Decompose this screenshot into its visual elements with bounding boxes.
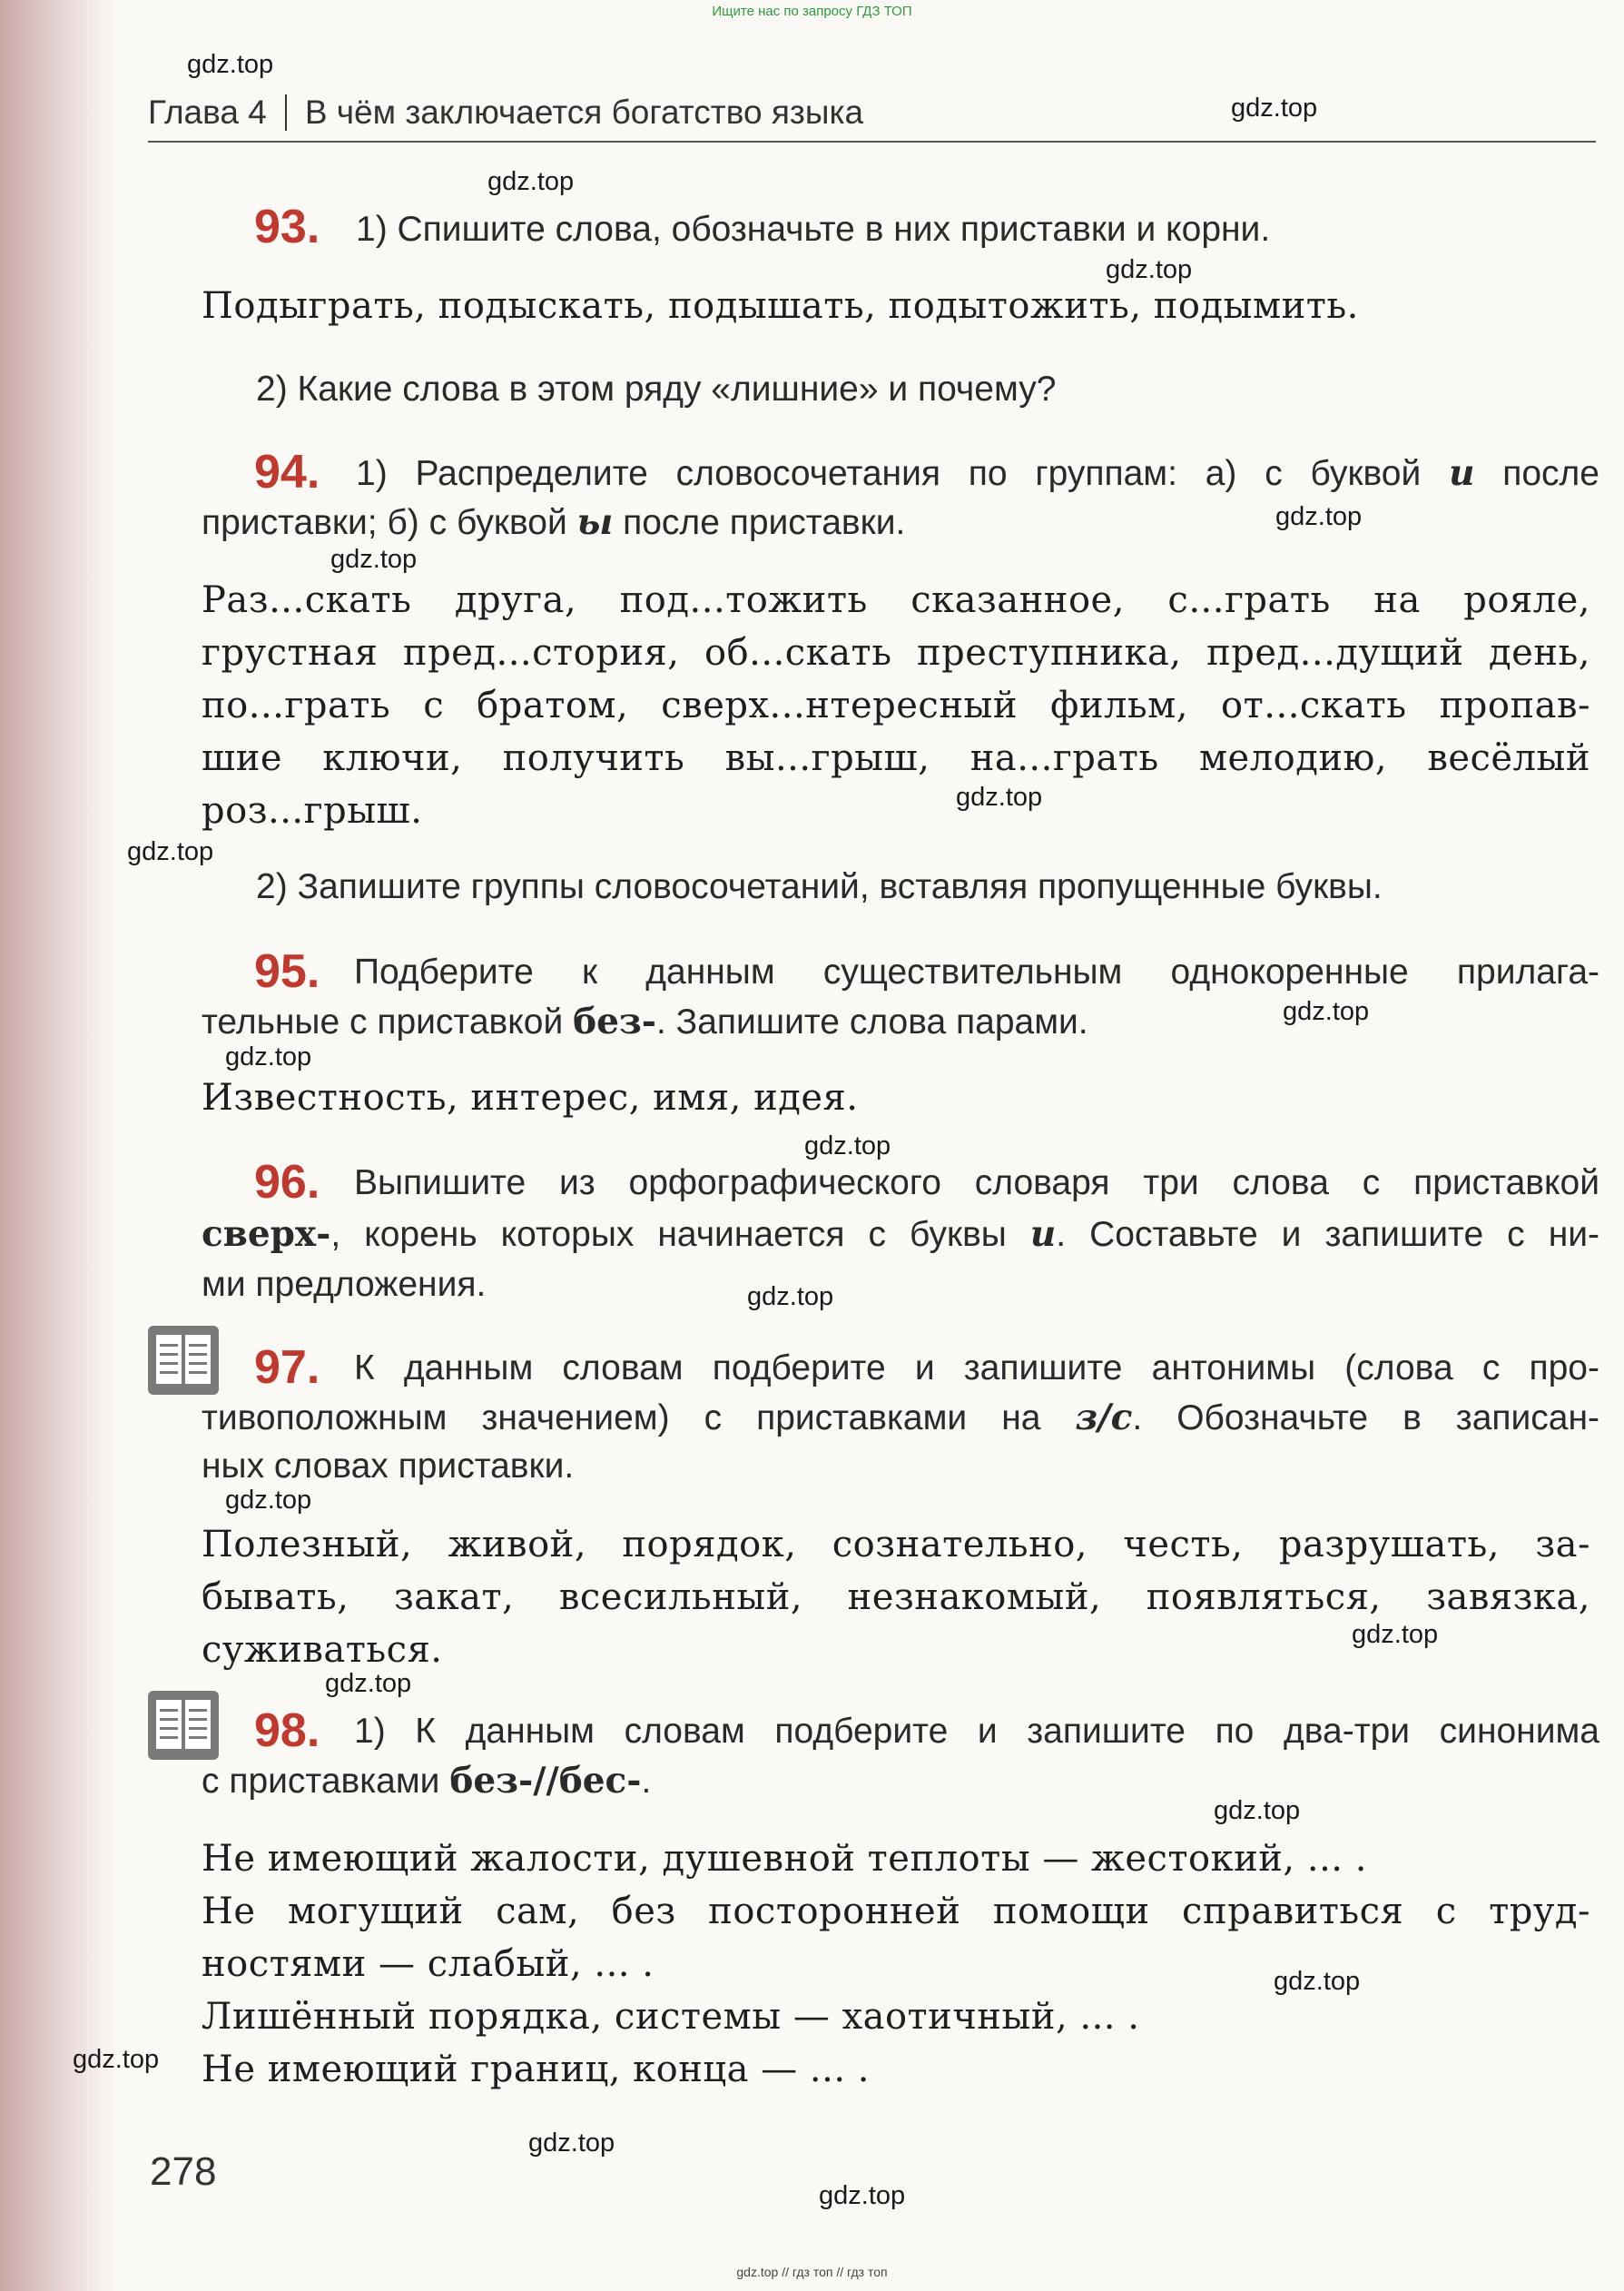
exercise-94-task1-line2 <box>202 498 1599 548</box>
exercise-95-number: 95. <box>254 945 320 998</box>
exercise-97-words <box>202 1518 1590 1676</box>
exercise-95-line1 <box>354 948 1599 997</box>
book-spine-shadow <box>0 0 118 2291</box>
exercise-93-words: Подыграть, подыскать, подышать, подытожить, подымить. <box>202 285 1359 327</box>
bottom-note: gdz.top // гдз топ // гдз топ <box>736 2265 888 2279</box>
synonym-item: ностями — слабый, ... . <box>202 1943 655 1985</box>
header-rule <box>148 141 1596 143</box>
header-divider <box>285 94 287 131</box>
exercise-97-line2-a: тивоположным значением) с приставками на <box>202 1398 1041 1437</box>
watermark: gdz.top <box>528 2128 615 2158</box>
exercise-96-line1-text: Выпишите из орфографического словаря три слова с приставкой <box>354 1163 1599 1202</box>
phrase-line: шие ключи, получить вы...грыш, на...грать мелодию, весёлый <box>202 737 1590 779</box>
exercise-95-prefix: без- <box>573 1001 656 1042</box>
exercise-93-number: 93. <box>254 201 320 253</box>
notebook-icon <box>148 1691 219 1760</box>
watermark: gdz.top <box>330 545 418 574</box>
watermark: gdz.top <box>1106 255 1193 284</box>
exercise-95-line1-text: Подберите к данным существительным однокоренные прилага- <box>354 953 1599 992</box>
top-note: Ищите нас по запросу ГДЗ ТОП <box>712 4 912 19</box>
watermark: gdz.top <box>1275 502 1363 531</box>
exercise-95-line2-b: . Запишите слова парами. <box>655 1002 1088 1042</box>
notebook-icon <box>148 1326 219 1395</box>
exercise-98-number: 98. <box>254 1704 320 1757</box>
exercise-98-prefix: без-//бес- <box>449 1760 642 1802</box>
watermark: gdz.top <box>1274 1967 1361 1996</box>
watermark: gdz.top <box>1283 997 1370 1026</box>
exercise-98-line2-a: с приставками <box>202 1762 440 1801</box>
exercise-94-task1-end: после приставки. <box>623 503 906 542</box>
exercise-98-line1-text: 1) К данным словам подберите и запишите по два-три синонима <box>354 1712 1599 1751</box>
watermark: gdz.top <box>747 1282 834 1311</box>
watermark: gdz.top <box>1214 1796 1301 1825</box>
watermark: gdz.top <box>187 50 274 79</box>
phrase-line: по...грать с братом, сверх...нтересный фильм, от...скать пропав- <box>202 685 1590 726</box>
watermark: gdz.top <box>225 1042 312 1071</box>
exercise-94-task1-line1 <box>356 449 1599 499</box>
watermark: gdz.top <box>325 1669 412 1698</box>
exercise-96-line3: ми предложения. <box>202 1265 487 1304</box>
exercise-97-letters: з/с <box>1075 1397 1133 1438</box>
exercise-94-number: 94. <box>254 446 320 499</box>
watermark: gdz.top <box>487 167 575 196</box>
exercise-96-line2 <box>202 1210 1599 1259</box>
exercise-97-line3: ных словах приставки. <box>202 1447 575 1486</box>
chapter-title: В чём заключается богатство языка <box>304 94 864 131</box>
exercise-98-line1 <box>354 1707 1599 1756</box>
word-line: Полезный, живой, порядок, сознательно, честь, разрушать, за- <box>202 1524 1590 1565</box>
exercise-93-task2: 2) Какие слова в этом ряду «лишние» и почему? <box>256 370 1057 409</box>
exercise-95-words: Известность, интерес, имя, идея. <box>202 1077 859 1119</box>
exercise-94-task1-text: 1) Распределите словосочетания по группам: а) с буквой <box>356 454 1422 493</box>
watermark: gdz.top <box>73 2045 160 2074</box>
synonym-item: Не могущий сам, без посторонней помощи справиться с труд- <box>202 1891 1590 1932</box>
exercise-96-prefix: сверх- <box>202 1213 331 1255</box>
page-number: 278 <box>150 2149 217 2194</box>
watermark: gdz.top <box>1352 1620 1439 1649</box>
exercise-94-task1-b: приставки; б) с буквой <box>202 503 567 542</box>
word-line: суживаться. <box>202 1629 443 1671</box>
exercise-97-line2 <box>202 1393 1599 1443</box>
phrase-line: грустная пред...стория, об...скать преступника, пред...дущий день, <box>202 632 1590 674</box>
chapter-header <box>148 94 863 132</box>
exercise-94-task2: 2) Запишите группы словосочетаний, вставляя пропущенные буквы. <box>256 867 1383 906</box>
exercise-96-number: 96. <box>254 1156 320 1209</box>
phrase-line: роз...грыш. <box>202 790 423 832</box>
exercise-95-line2 <box>202 997 1599 1047</box>
chapter-label: Глава 4 <box>148 94 267 131</box>
exercise-98-line2-b: . <box>641 1762 652 1801</box>
watermark: gdz.top <box>819 2181 906 2210</box>
phrase-line: Раз...скать друга, под...тожить сказанное, с...грать на рояле, <box>202 579 1590 621</box>
exercise-93-task1: 1) Спишите слова, обозначьте в них приставки и корни. <box>356 210 1271 249</box>
synonym-item: Не имеющий жалости, душевной теплоты — жестокий, ... . <box>202 1838 1367 1880</box>
synonym-item: Не имеющий границ, конца — ... . <box>202 2049 870 2090</box>
exercise-94-letter-i: и <box>1449 452 1475 494</box>
exercise-96-letter-i: и <box>1029 1213 1057 1255</box>
exercise-94-letter-y: ы <box>576 501 614 543</box>
word-line: бывать, закат, всесильный, незнакомый, появляться, завязка, <box>202 1576 1590 1618</box>
exercise-96-line2-b: . Составьте и запишите с ни- <box>1056 1215 1600 1254</box>
exercise-97-line1 <box>354 1344 1599 1393</box>
synonym-item: Лишённый порядка, системы — хаотичный, ... . <box>202 1996 1140 2038</box>
watermark: gdz.top <box>225 1486 312 1515</box>
exercise-98-items <box>202 1832 1590 2096</box>
exercise-97-line1-text: К данным словам подберите и запишите антонимы (слова с про- <box>354 1348 1599 1387</box>
exercise-98-line2 <box>202 1756 1599 1806</box>
exercise-96-line2-a: , корень которых начинается с буквы <box>330 1215 1007 1254</box>
watermark: gdz.top <box>956 783 1043 812</box>
watermark: gdz.top <box>127 837 214 866</box>
exercise-97-line2-b: . Обозначьте в записан- <box>1132 1398 1600 1437</box>
watermark: gdz.top <box>804 1131 891 1160</box>
exercise-95-line2-a: тельные с приставкой <box>202 1002 564 1042</box>
exercise-97-number: 97. <box>254 1341 320 1394</box>
exercise-96-line1 <box>354 1159 1599 1208</box>
watermark: gdz.top <box>1231 94 1318 123</box>
exercise-94-task1-after: после <box>1502 454 1599 493</box>
exercise-94-phrases <box>202 574 1590 837</box>
